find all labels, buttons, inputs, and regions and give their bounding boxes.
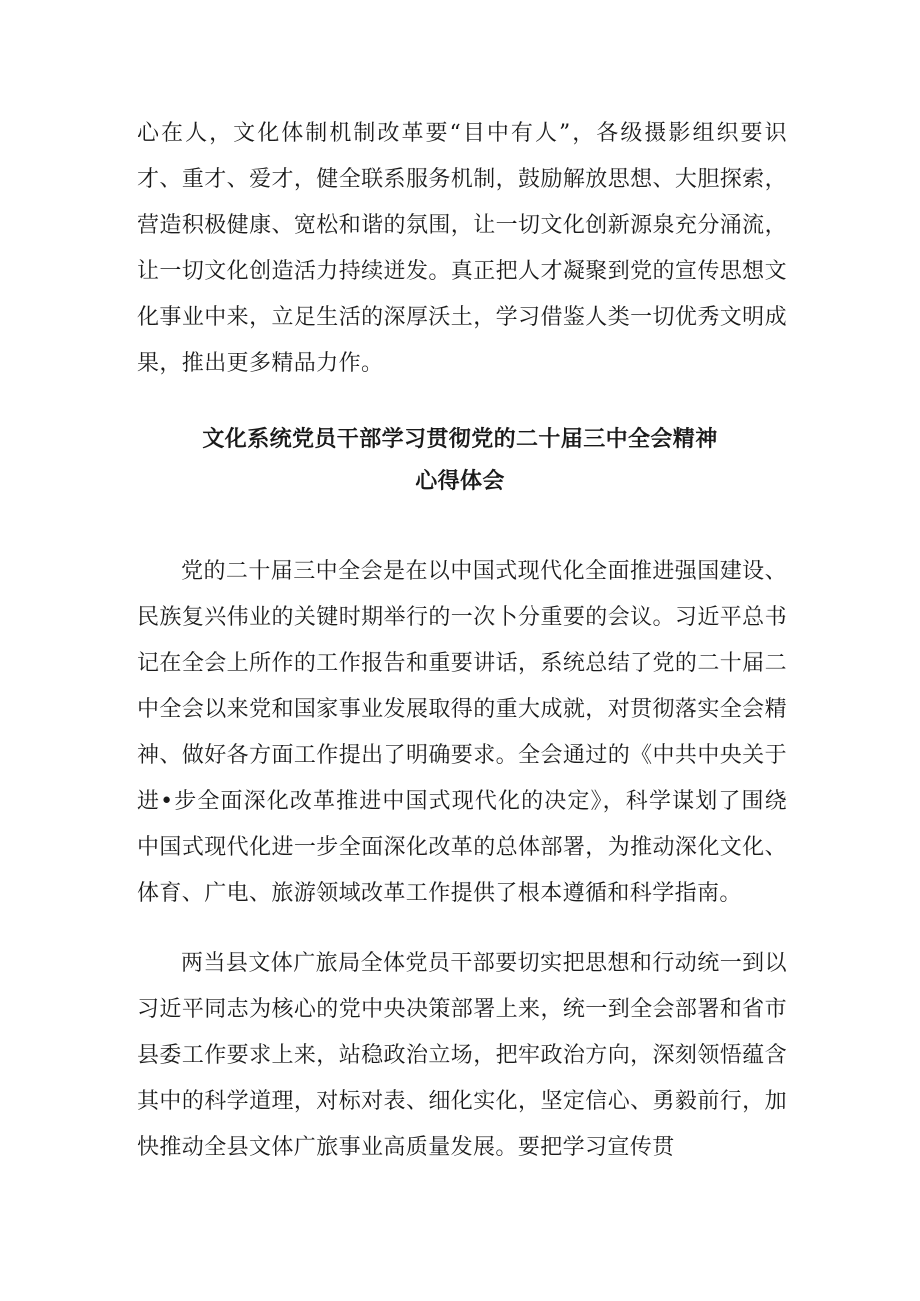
article-title-line-1: 文化系统党员干部学习贯彻党的二十届三中全会精神 <box>202 426 718 452</box>
body-paragraph-2: 两当县文体广旅局全体党员干部要切实把思想和行动统一到以习近平同志为核心的党中央决策部署上来，统一到全会部署和省市县委工作要求上来，站稳政治立场，把牢政治方向，深刻领悟蕴含其中的科学道理，对标对表、细化实化，坚定信心、勇毅前行，加快推动全县文体广旅事业高质量发展。要把学习宣传贯 <box>137 951 787 1160</box>
continuation-paragraph: 心在人，文化体制机制改革要“目中有人”，各级摄影组织要识才、重才、爱才，健全联系服务机制，鼓励解放思想、大胆探索，营造积极健康、宽松和谐的氛围，让一切文化创新源泉充分涌流，让一切文化创造活力持续迸发。真正把人才凝聚到党的宣传思想文化事业中来，立足生活的深厚沃土，学习借鉴人类一切优秀文明成果，推出更多精品力作。 <box>137 121 787 376</box>
article-title-line-2: 心得体会 <box>415 468 505 494</box>
article-title <box>120 418 800 502</box>
body-paragraph-1: 党的二十届三中全会是在以中国式现代化全面推进强国建设、民族复兴伟业的关键时期举行的一次卜分重要的会议。习近平总书记在全会上所作的工作报告和重要讲话，系统总结了党的二十届二中全会以来党和国家事业发展取得的重大成就，对贯彻落实全会精神、做好各方面工作提出了明确要求。全会通过的《中共中央关于进•步全面深化改革推进中国式现代化的决定》，科学谋划了围绕中国式现代化进一步全面深化改革的总体部署，为推动深化文化、体育、广电、旅游领域改革工作提供了根本遵循和科学指南。 <box>137 559 787 906</box>
